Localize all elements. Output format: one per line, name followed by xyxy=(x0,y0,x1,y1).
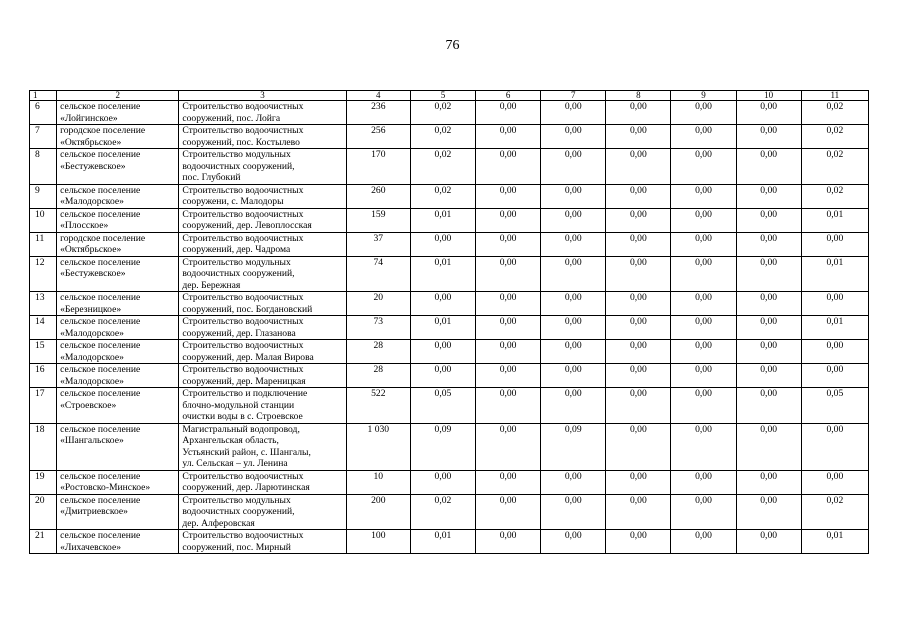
table-row xyxy=(30,208,869,232)
value-cell: 28 xyxy=(346,364,410,388)
settlement-cell: сельское поселение «Ростовско-Минское» xyxy=(57,470,179,494)
value-cell: 0,00 xyxy=(606,125,671,149)
value-cell: 0,02 xyxy=(410,125,475,149)
value-cell: 0,00 xyxy=(476,101,541,125)
value-cell: 0,00 xyxy=(476,316,541,340)
row-number-cell: 20 xyxy=(30,494,57,530)
value-cell: 0,00 xyxy=(671,208,736,232)
value-cell: 0,00 xyxy=(541,184,606,208)
value-cell: 0,00 xyxy=(606,292,671,316)
value-cell: 0,05 xyxy=(801,388,868,424)
value-cell: 0,00 xyxy=(541,316,606,340)
value-cell: 0,00 xyxy=(736,364,801,388)
row-number-cell: 8 xyxy=(30,149,57,185)
value-cell: 0,00 xyxy=(801,470,868,494)
table-row xyxy=(30,470,869,494)
value-cell: 0,00 xyxy=(801,292,868,316)
value-cell: 260 xyxy=(346,184,410,208)
column-header: 6 xyxy=(476,91,541,101)
value-cell: 0,00 xyxy=(606,364,671,388)
value-cell: 0,00 xyxy=(410,340,475,364)
value-cell: 74 xyxy=(346,256,410,292)
value-cell: 0,01 xyxy=(410,530,475,554)
settlement-cell: сельское поселение «Малодорское» xyxy=(57,316,179,340)
settlement-cell: сельское поселение «Малодорское» xyxy=(57,364,179,388)
column-header: 11 xyxy=(801,91,868,101)
project-cell: Строительство модульных водоочистных сооружений, дер. Бережная xyxy=(179,256,346,292)
value-cell: 0,00 xyxy=(476,340,541,364)
value-cell: 0,00 xyxy=(606,423,671,470)
value-cell: 0,00 xyxy=(736,340,801,364)
row-number-cell: 15 xyxy=(30,340,57,364)
value-cell: 0,02 xyxy=(410,149,475,185)
value-cell: 0,00 xyxy=(736,232,801,256)
row-number-cell: 7 xyxy=(30,125,57,149)
column-header: 8 xyxy=(606,91,671,101)
value-cell: 0,01 xyxy=(801,316,868,340)
row-number-cell: 10 xyxy=(30,208,57,232)
table-row xyxy=(30,125,869,149)
project-cell: Строительство водоочистных сооружений, пос. Мирный xyxy=(179,530,346,554)
value-cell: 0,00 xyxy=(410,364,475,388)
settlement-cell: сельское поселение «Малодорское» xyxy=(57,340,179,364)
value-cell: 0,00 xyxy=(736,125,801,149)
value-cell: 0,00 xyxy=(606,494,671,530)
value-cell: 0,00 xyxy=(736,208,801,232)
value-cell: 0,00 xyxy=(541,470,606,494)
value-cell: 0,02 xyxy=(410,184,475,208)
project-cell: Строительство водоочистных сооружений, дер. Глазанова xyxy=(179,316,346,340)
value-cell: 0,00 xyxy=(606,388,671,424)
table-row xyxy=(30,494,869,530)
value-cell: 0,00 xyxy=(476,388,541,424)
value-cell: 0,00 xyxy=(476,423,541,470)
project-cell: Строительство водоочистных сооружений, дер. Мареницкая xyxy=(179,364,346,388)
value-cell: 159 xyxy=(346,208,410,232)
value-cell: 0,00 xyxy=(801,423,868,470)
value-cell: 170 xyxy=(346,149,410,185)
value-cell: 0,02 xyxy=(801,149,868,185)
table-row xyxy=(30,316,869,340)
project-cell: Строительство водоочистных сооружений, пос. Лойга xyxy=(179,101,346,125)
project-cell: Строительство модульных водоочистных сооружений, пос. Глубокий xyxy=(179,149,346,185)
project-cell: Строительство модульных водоочистных сооружений, дер. Алферовская xyxy=(179,494,346,530)
project-cell: Строительство и подключение блочно-модульной станции очистки воды в с. Строевское xyxy=(179,388,346,424)
value-cell: 0,00 xyxy=(671,470,736,494)
value-cell: 0,00 xyxy=(476,470,541,494)
value-cell: 0,00 xyxy=(476,149,541,185)
value-cell: 0,00 xyxy=(606,149,671,185)
value-cell: 0,00 xyxy=(410,232,475,256)
project-cell: Магистральный водопровод, Архангельская область, Устьянский район, с. Шангалы, ул. Сельская – ул. Ленина xyxy=(179,423,346,470)
value-cell: 0,00 xyxy=(736,470,801,494)
row-number-cell: 12 xyxy=(30,256,57,292)
project-cell: Строительство водоочистных сооружений, дер. Ларютинская xyxy=(179,470,346,494)
value-cell: 0,00 xyxy=(541,101,606,125)
table-row xyxy=(30,292,869,316)
value-cell: 0,00 xyxy=(541,208,606,232)
column-header: 3 xyxy=(179,91,346,101)
value-cell: 0,09 xyxy=(541,423,606,470)
value-cell: 20 xyxy=(346,292,410,316)
value-cell: 0,00 xyxy=(671,232,736,256)
value-cell: 0,00 xyxy=(410,470,475,494)
row-number-cell: 11 xyxy=(30,232,57,256)
settlement-cell: сельское поселение «Лихачевское» xyxy=(57,530,179,554)
table-body xyxy=(30,101,869,554)
value-cell: 0,00 xyxy=(606,470,671,494)
table-row xyxy=(30,340,869,364)
column-header: 2 xyxy=(57,91,179,101)
settlement-cell: сельское поселение «Бестужевское» xyxy=(57,256,179,292)
value-cell: 0,00 xyxy=(671,340,736,364)
settlement-cell: сельское поселение «Малодорское» xyxy=(57,184,179,208)
value-cell: 0,02 xyxy=(801,101,868,125)
value-cell: 0,00 xyxy=(736,292,801,316)
settlement-cell: сельское поселение «Лойгинское» xyxy=(57,101,179,125)
settlement-cell: сельское поселение «Строевское» xyxy=(57,388,179,424)
value-cell: 0,00 xyxy=(541,232,606,256)
settlement-cell: городское поселение «Октябрьское» xyxy=(57,125,179,149)
row-number-cell: 16 xyxy=(30,364,57,388)
value-cell: 0,00 xyxy=(671,149,736,185)
row-number-cell: 19 xyxy=(30,470,57,494)
row-number-cell: 13 xyxy=(30,292,57,316)
value-cell: 0,00 xyxy=(606,184,671,208)
value-cell: 0,00 xyxy=(801,364,868,388)
value-cell: 0,09 xyxy=(410,423,475,470)
value-cell: 0,00 xyxy=(476,232,541,256)
value-cell: 0,00 xyxy=(736,184,801,208)
value-cell: 0,00 xyxy=(671,423,736,470)
value-cell: 100 xyxy=(346,530,410,554)
value-cell: 0,00 xyxy=(541,388,606,424)
table-row xyxy=(30,256,869,292)
value-cell: 0,00 xyxy=(476,184,541,208)
value-cell: 0,00 xyxy=(606,101,671,125)
value-cell: 0,00 xyxy=(476,208,541,232)
value-cell: 0,00 xyxy=(671,101,736,125)
value-cell: 0,00 xyxy=(736,388,801,424)
value-cell: 0,00 xyxy=(541,364,606,388)
value-cell: 0,00 xyxy=(671,316,736,340)
project-cell: Строительство водоочистных сооружений, дер. Чадрома xyxy=(179,232,346,256)
page-number: 76 xyxy=(445,38,460,53)
column-header: 4 xyxy=(346,91,410,101)
value-cell: 28 xyxy=(346,340,410,364)
value-cell: 0,00 xyxy=(671,256,736,292)
value-cell: 0,00 xyxy=(541,125,606,149)
value-cell: 0,01 xyxy=(801,256,868,292)
row-number-cell: 21 xyxy=(30,530,57,554)
row-number-cell: 18 xyxy=(30,423,57,470)
value-cell: 0,00 xyxy=(606,208,671,232)
settlement-cell: сельское поселение «Бестужевское» xyxy=(57,149,179,185)
column-header: 9 xyxy=(671,91,736,101)
row-number-cell: 6 xyxy=(30,101,57,125)
table-row xyxy=(30,232,869,256)
column-header: 5 xyxy=(410,91,475,101)
table-row xyxy=(30,364,869,388)
column-header: 1 xyxy=(30,91,57,101)
value-cell: 0,00 xyxy=(606,256,671,292)
value-cell: 0,00 xyxy=(606,232,671,256)
value-cell: 0,02 xyxy=(410,101,475,125)
row-number-cell: 14 xyxy=(30,316,57,340)
project-cell: Строительство водоочистных сооружени, с. Малодоры xyxy=(179,184,346,208)
value-cell: 0,00 xyxy=(541,530,606,554)
value-cell: 256 xyxy=(346,125,410,149)
value-cell: 0,00 xyxy=(736,494,801,530)
value-cell: 0,02 xyxy=(410,494,475,530)
value-cell: 0,00 xyxy=(801,232,868,256)
project-cell: Строительство водоочистных сооружений, пос. Богдановский xyxy=(179,292,346,316)
table-row xyxy=(30,101,869,125)
settlement-cell: сельское поселение «Плосское» xyxy=(57,208,179,232)
settlement-cell: сельское поселение «Шангальское» xyxy=(57,423,179,470)
data-table xyxy=(29,90,869,554)
value-cell: 0,00 xyxy=(671,388,736,424)
value-cell: 0,02 xyxy=(801,184,868,208)
table-header-row xyxy=(30,91,869,101)
value-cell: 0,01 xyxy=(410,316,475,340)
value-cell: 0,00 xyxy=(606,530,671,554)
value-cell: 0,00 xyxy=(476,292,541,316)
table-row xyxy=(30,149,869,185)
value-cell: 0,02 xyxy=(801,494,868,530)
value-cell: 0,00 xyxy=(476,364,541,388)
value-cell: 0,00 xyxy=(476,530,541,554)
row-number-cell: 17 xyxy=(30,388,57,424)
value-cell: 0,00 xyxy=(671,292,736,316)
value-cell: 0,00 xyxy=(736,423,801,470)
value-cell: 0,00 xyxy=(736,316,801,340)
value-cell: 1 030 xyxy=(346,423,410,470)
table-row xyxy=(30,388,869,424)
value-cell: 0,00 xyxy=(476,256,541,292)
value-cell: 0,00 xyxy=(476,494,541,530)
value-cell: 0,00 xyxy=(541,494,606,530)
settlement-cell: сельское поселение «Березницкое» xyxy=(57,292,179,316)
value-cell: 10 xyxy=(346,470,410,494)
value-cell: 0,00 xyxy=(671,125,736,149)
value-cell: 0,00 xyxy=(736,256,801,292)
value-cell: 0,05 xyxy=(410,388,475,424)
value-cell: 0,00 xyxy=(606,340,671,364)
settlement-cell: сельское поселение «Дмитриевское» xyxy=(57,494,179,530)
value-cell: 0,00 xyxy=(671,184,736,208)
value-cell: 0,00 xyxy=(541,149,606,185)
column-header: 10 xyxy=(736,91,801,101)
value-cell: 0,00 xyxy=(736,101,801,125)
value-cell: 236 xyxy=(346,101,410,125)
value-cell: 0,00 xyxy=(410,292,475,316)
value-cell: 0,00 xyxy=(606,316,671,340)
table-row xyxy=(30,530,869,554)
value-cell: 0,01 xyxy=(801,530,868,554)
value-cell: 0,00 xyxy=(671,364,736,388)
project-cell: Строительство водоочистных сооружений, пос. Костылево xyxy=(179,125,346,149)
value-cell: 0,00 xyxy=(541,340,606,364)
project-cell: Строительство водоочистных сооружений, дер. Левоплосская xyxy=(179,208,346,232)
project-cell: Строительство водоочистных сооружений, дер. Малая Вирова xyxy=(179,340,346,364)
column-header: 7 xyxy=(541,91,606,101)
value-cell: 0,01 xyxy=(410,208,475,232)
table-row xyxy=(30,423,869,470)
value-cell: 522 xyxy=(346,388,410,424)
value-cell: 0,00 xyxy=(801,340,868,364)
value-cell: 200 xyxy=(346,494,410,530)
value-cell: 0,00 xyxy=(671,530,736,554)
value-cell: 73 xyxy=(346,316,410,340)
value-cell: 0,00 xyxy=(476,125,541,149)
value-cell: 0,01 xyxy=(801,208,868,232)
value-cell: 0,00 xyxy=(541,256,606,292)
value-cell: 0,02 xyxy=(801,125,868,149)
value-cell: 37 xyxy=(346,232,410,256)
value-cell: 0,01 xyxy=(410,256,475,292)
row-number-cell: 9 xyxy=(30,184,57,208)
settlement-cell: городское поселение «Октябрьское» xyxy=(57,232,179,256)
value-cell: 0,00 xyxy=(736,530,801,554)
value-cell: 0,00 xyxy=(671,494,736,530)
value-cell: 0,00 xyxy=(736,149,801,185)
table-row xyxy=(30,184,869,208)
value-cell: 0,00 xyxy=(541,292,606,316)
